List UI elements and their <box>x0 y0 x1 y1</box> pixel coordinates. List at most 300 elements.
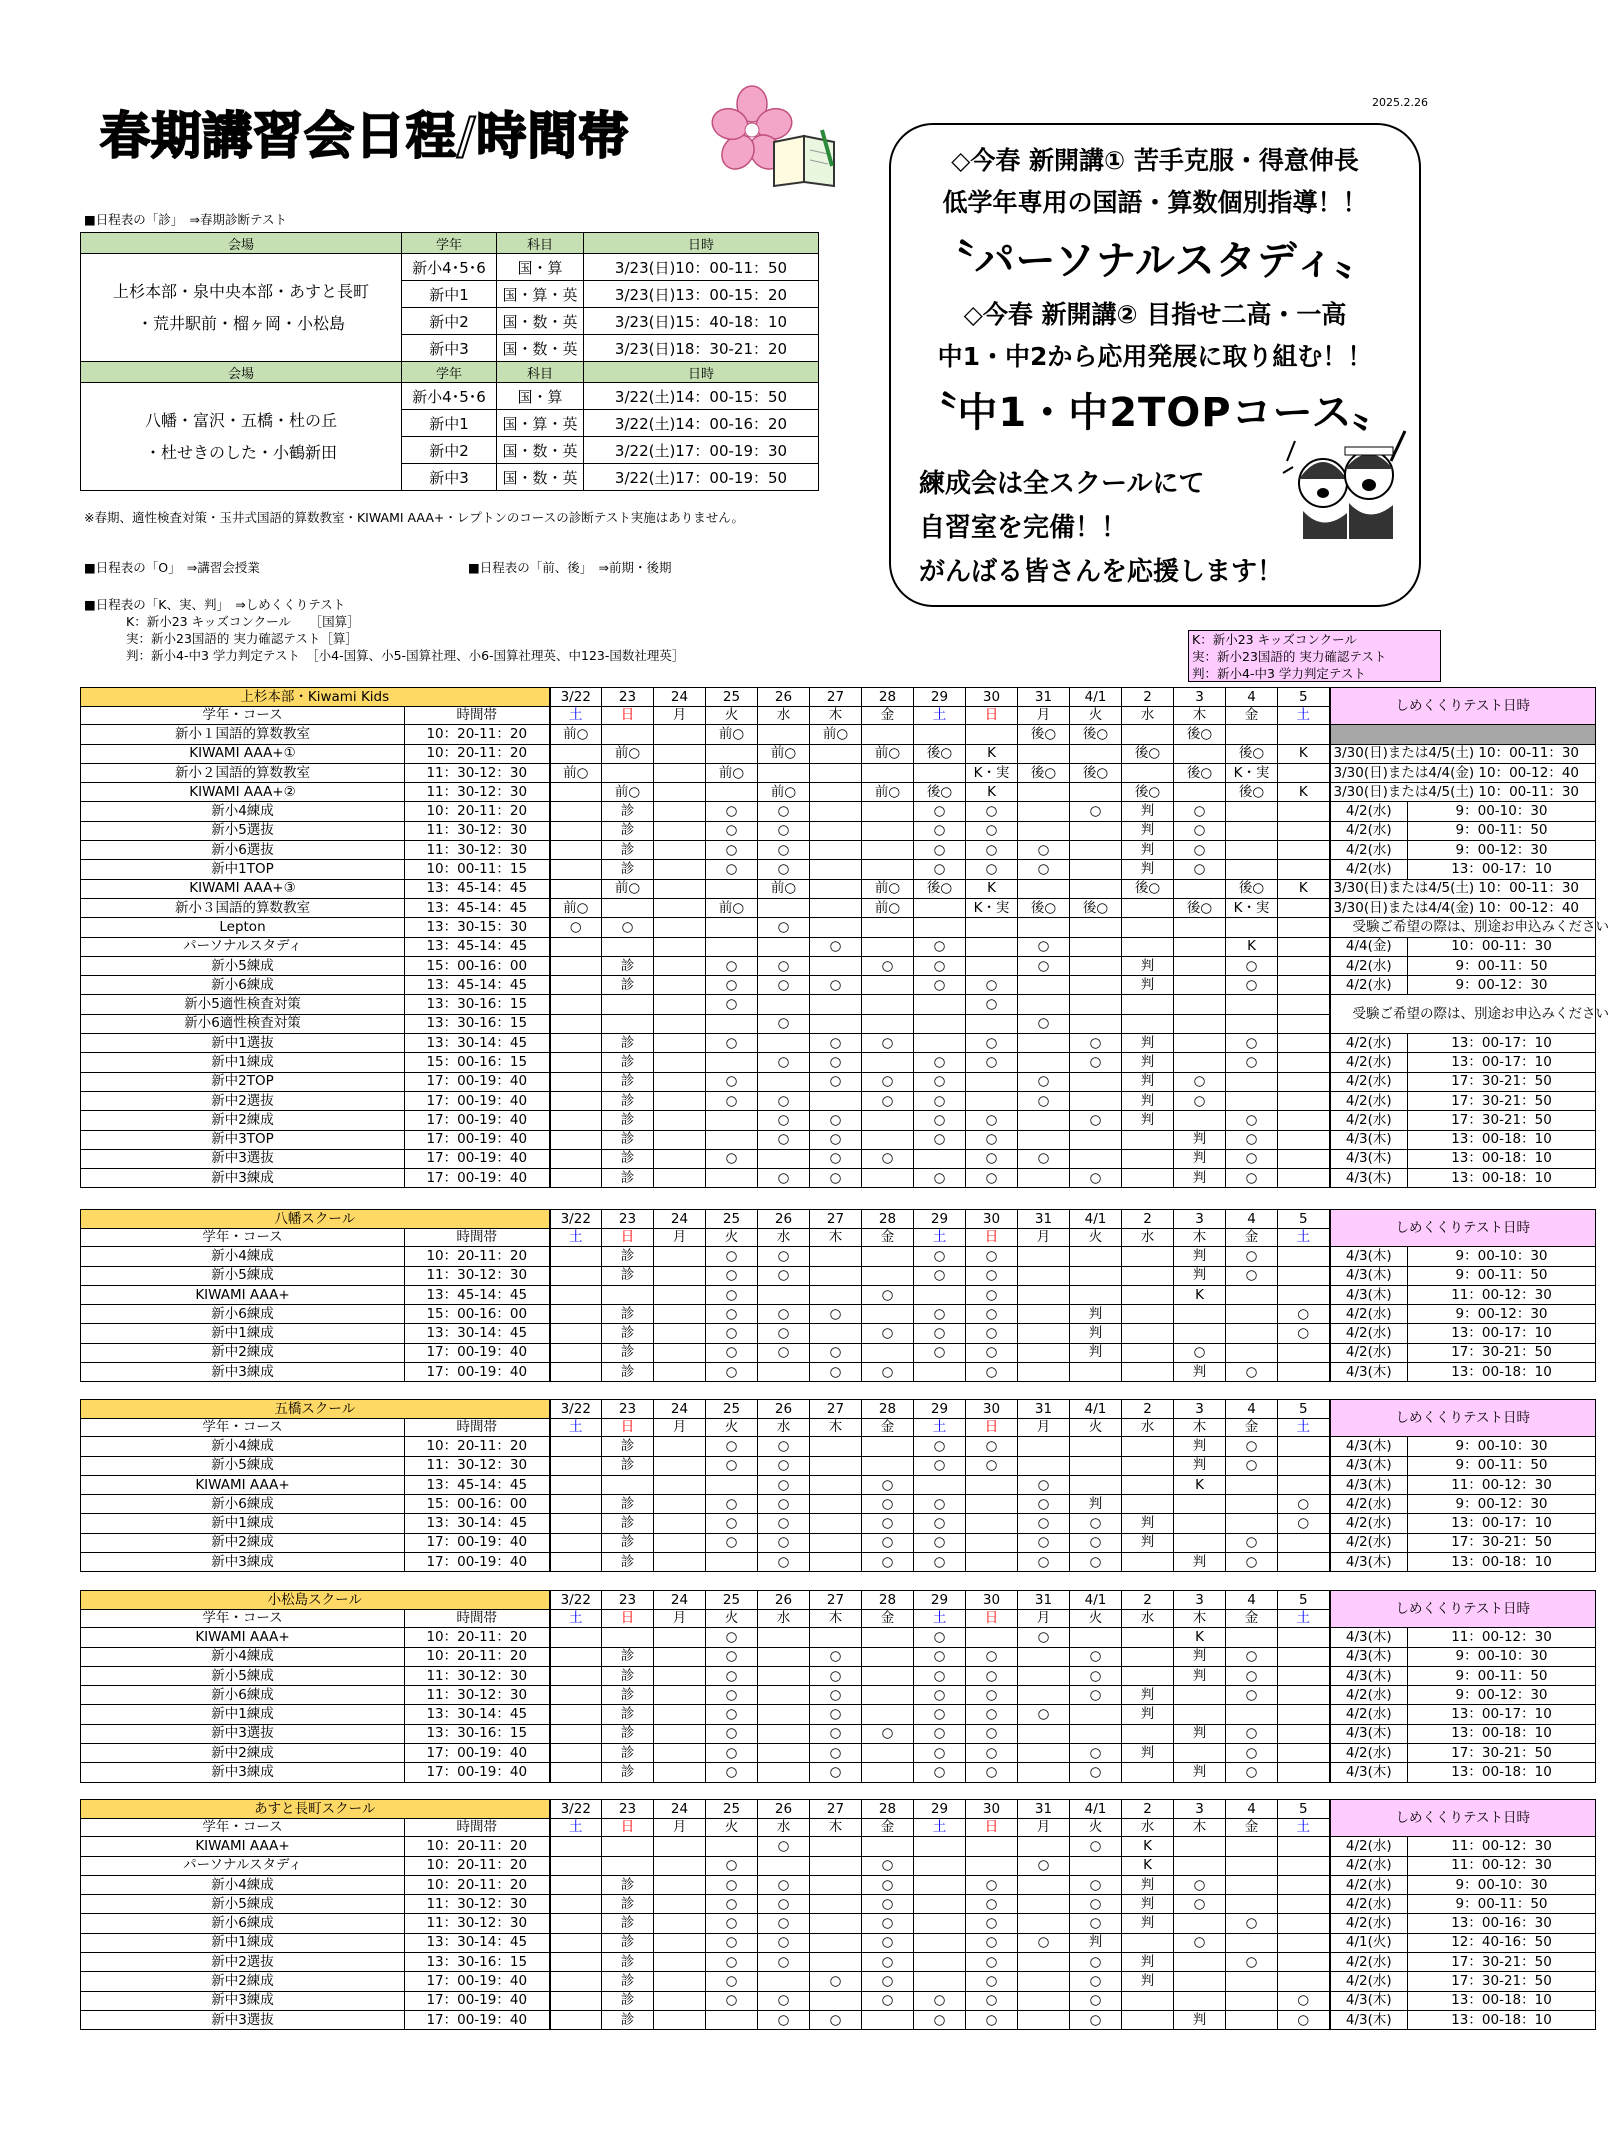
schedule-cell: ○ <box>1226 1034 1278 1053</box>
schedule-cell: ○ <box>1226 1363 1278 1382</box>
time-slot: 13：30-14：45 <box>405 1034 550 1053</box>
date-cell: 4 <box>1226 1400 1278 1419</box>
schedule-cell <box>654 1972 706 1991</box>
schedule-cell <box>1018 802 1070 821</box>
schedule-cell: 診 <box>602 1991 654 2010</box>
schedule-cell: ○ <box>914 1628 966 1647</box>
schedule-cell <box>862 841 914 860</box>
date-cell: 24 <box>654 1800 706 1819</box>
course-name: 新小4練成 <box>81 1247 405 1266</box>
schedule-cell: ○ <box>862 1875 914 1894</box>
schedule-cell: ○ <box>862 1285 914 1304</box>
schedule-cell <box>1278 1456 1330 1475</box>
schedule-row <box>81 879 1596 898</box>
schedule-cell: 診 <box>602 1972 654 1991</box>
schedule-cell: ○ <box>706 1514 758 1533</box>
test-time: 13：00-17：10 <box>1408 1053 1596 1072</box>
schedule-cell: ○ <box>914 1744 966 1763</box>
test-date-combined: 3/30(日)または4/5(土) 10：00-11：30 <box>1330 783 1596 802</box>
test-time: 11：00-12：30 <box>1408 1856 1596 1875</box>
schedule-cell <box>810 1875 862 1894</box>
diagnostic-cell: 3/23(日)13：00-15：20 <box>584 281 819 308</box>
schedule-cell: ○ <box>914 976 966 995</box>
schedule-cell <box>1278 1666 1330 1685</box>
schedule-cell: 判 <box>1122 1895 1174 1914</box>
schedule-cell: ○ <box>914 1456 966 1475</box>
schedule-cell <box>1174 1514 1226 1533</box>
schedule-cell <box>914 1149 966 1168</box>
schedule-cell <box>862 1628 914 1647</box>
schedule-cell: 後○ <box>1174 725 1226 744</box>
schedule-cell: K <box>1226 937 1278 956</box>
diagnostic-cell: 国・算・英 <box>497 281 584 308</box>
test-date: 4/2(水) <box>1330 1686 1408 1705</box>
schedule-cell <box>550 1343 602 1362</box>
schedule-cell: 診 <box>602 1553 654 1572</box>
schedule-cell: K <box>1174 1475 1226 1494</box>
test-time: 17：30-21：50 <box>1408 1744 1596 1763</box>
course-header: 学年・コース <box>81 1819 405 1837</box>
diagnostic-cell: 新中3 <box>402 335 497 362</box>
date-cell: 4/1 <box>1070 1210 1122 1229</box>
weekday-cell: 日 <box>602 707 654 725</box>
schedule-cell: 判 <box>1174 1647 1226 1666</box>
weekday-cell: 土 <box>1278 1229 1330 1247</box>
date-cell: 31 <box>1018 688 1070 707</box>
schedule-cell: ○ <box>758 2010 810 2029</box>
test-time: 9：00-11：50 <box>1408 821 1596 840</box>
weekday-cell: 木 <box>1174 1819 1226 1837</box>
schedule-cell: 判 <box>1070 1324 1122 1343</box>
schedule-cell <box>1174 1972 1226 1991</box>
schedule-cell <box>1018 783 1070 802</box>
schedule-cell <box>654 1837 706 1856</box>
time-slot: 13：30-14：45 <box>405 1514 550 1533</box>
schedule-cell <box>914 1837 966 1856</box>
schedule-cell <box>810 1553 862 1572</box>
test-date: 4/3(木) <box>1330 1647 1408 1666</box>
date-cell: 28 <box>862 1800 914 1819</box>
schedule-row <box>81 1363 1596 1382</box>
schedule-cell: ○ <box>1018 1628 1070 1647</box>
schedule-cell: ○ <box>1278 1991 1330 2010</box>
schedule-cell: ○ <box>810 1130 862 1149</box>
date-cell: 25 <box>706 688 758 707</box>
schedule-cell <box>550 1363 602 1382</box>
schedule-cell: 診 <box>602 1305 654 1324</box>
schedule-cell: ○ <box>1070 1744 1122 1763</box>
date-row <box>81 1400 1596 1419</box>
schedule-cell <box>550 1514 602 1533</box>
test-date: 4/3(木) <box>1330 1724 1408 1743</box>
schedule-cell <box>1174 976 1226 995</box>
schedule-cell <box>1174 956 1226 975</box>
schedule-cell: ○ <box>810 1343 862 1362</box>
schedule-row <box>81 1514 1596 1533</box>
course-name: 新小6適性検査対策 <box>81 1014 405 1033</box>
schedule-cell <box>862 1744 914 1763</box>
schedule-cell: 診 <box>602 1533 654 1552</box>
schedule-cell: ○ <box>758 1553 810 1572</box>
time-slot: 17：00-19：40 <box>405 2010 550 2029</box>
schedule-cell: ○ <box>706 995 758 1014</box>
schedule-row <box>81 1053 1596 1072</box>
time-slot: 13：30-16：15 <box>405 995 550 1014</box>
date-cell: 27 <box>810 1400 862 1419</box>
diagnostic-test-table <box>80 232 819 491</box>
weekday-cell: 水 <box>758 1819 810 1837</box>
schedule-cell <box>1018 1744 1070 1763</box>
schedule-cell <box>654 1305 706 1324</box>
schedule-cell <box>1278 1914 1330 1933</box>
test-time: 13：00-18：10 <box>1408 1130 1596 1149</box>
schedule-cell: ○ <box>706 956 758 975</box>
schedule-row <box>81 1705 1596 1724</box>
schedule-cell <box>862 1111 914 1130</box>
schedule-cell <box>550 1686 602 1705</box>
course-name: 新中1練成 <box>81 1514 405 1533</box>
schedule-cell: 判 <box>1122 1972 1174 1991</box>
schedule-cell <box>654 1553 706 1572</box>
course-name: 新小３国語的算数教室 <box>81 898 405 917</box>
schedule-cell <box>862 1705 914 1724</box>
schedule-row <box>81 898 1596 917</box>
schedule-cell: 診 <box>602 1744 654 1763</box>
schedule-cell <box>654 744 706 763</box>
schedule-cell: ○ <box>758 1014 810 1033</box>
weekday-cell: 火 <box>706 1610 758 1628</box>
schedule-cell: ○ <box>914 1437 966 1456</box>
schedule-cell <box>758 763 810 782</box>
schedule-cell: ○ <box>1070 1111 1122 1130</box>
schedule-cell <box>1070 1724 1122 1743</box>
schedule-cell <box>758 1972 810 1991</box>
schedule-cell: 判 <box>1122 1072 1174 1091</box>
page-title: 春期講習会日程/時間帯 <box>100 107 630 165</box>
schedule-cell: 前○ <box>862 898 914 917</box>
schedule-cell <box>550 1972 602 1991</box>
schedule-cell: ○ <box>862 1724 914 1743</box>
schedule-cell <box>810 1628 862 1647</box>
test-date: 4/2(水) <box>1330 1495 1408 1514</box>
schedule-cell: ○ <box>810 1686 862 1705</box>
schedule-cell: ○ <box>914 1091 966 1110</box>
school-schedule-table <box>80 1209 1596 1382</box>
schedule-cell: ○ <box>966 841 1018 860</box>
schedule-row <box>81 1034 1596 1053</box>
schedule-cell <box>550 1875 602 1894</box>
schedule-row <box>81 763 1596 782</box>
test-time: 9：00-12：30 <box>1408 1305 1596 1324</box>
weekday-cell: 土 <box>914 707 966 725</box>
schedule-cell <box>862 1763 914 1782</box>
test-time: 17：30-21：50 <box>1408 1072 1596 1091</box>
schedule-cell: 診 <box>602 1514 654 1533</box>
test-time: 11：00-12：30 <box>1408 1837 1596 1856</box>
test-date: 4/2(水) <box>1330 1091 1408 1110</box>
test-date-header: しめくくりテスト日時 <box>1330 1210 1596 1247</box>
schedule-cell: ○ <box>810 1724 862 1743</box>
weekday-cell: 土 <box>550 1419 602 1437</box>
test-time: 9：00-11：50 <box>1408 956 1596 975</box>
schedule-cell: ○ <box>966 1953 1018 1972</box>
schedule-cell <box>706 918 758 937</box>
schedule-cell <box>706 1014 758 1033</box>
schedule-cell <box>810 1266 862 1285</box>
promo-line-8: 自習室を完備！！ <box>919 513 1128 543</box>
schedule-cell <box>1174 1111 1226 1130</box>
schedule-cell <box>1226 1991 1278 2010</box>
schedule-cell: 判 <box>1174 1169 1226 1188</box>
schedule-cell: ○ <box>758 860 810 879</box>
schedule-cell: ○ <box>758 821 810 840</box>
schedule-cell: ○ <box>706 821 758 840</box>
schedule-cell <box>1278 1285 1330 1304</box>
test-date: 4/2(水) <box>1330 1514 1408 1533</box>
schedule-cell: ○ <box>862 1091 914 1110</box>
schedule-cell <box>1278 1091 1330 1110</box>
course-name: 新小２国語的算数教室 <box>81 763 405 782</box>
schedule-row <box>81 1933 1596 1952</box>
schedule-cell <box>550 1914 602 1933</box>
schedule-cell: ○ <box>966 1324 1018 1343</box>
date-cell: 2 <box>1122 688 1174 707</box>
diagnostic-header-row <box>81 362 819 383</box>
time-slot: 17：00-19：40 <box>405 1072 550 1091</box>
note-ji: 実：新小23国語的 実力確認テスト［算］ <box>126 631 358 646</box>
date-cell: 29 <box>914 688 966 707</box>
schedule-cell: ○ <box>810 1647 862 1666</box>
schedule-cell <box>654 763 706 782</box>
schedule-cell <box>550 1724 602 1743</box>
course-name: KIWAMI AAA+③ <box>81 879 405 898</box>
schedule-cell <box>550 1130 602 1149</box>
schedule-cell <box>1226 1856 1278 1875</box>
schedule-cell: K <box>1122 1856 1174 1875</box>
schedule-cell: ○ <box>966 1744 1018 1763</box>
course-name: 新小4練成 <box>81 802 405 821</box>
weekday-cell: 月 <box>654 1610 706 1628</box>
schedule-cell <box>550 1553 602 1572</box>
date-cell: 24 <box>654 1210 706 1229</box>
schedule-cell <box>1226 1305 1278 1324</box>
time-slot: 10：20-11：20 <box>405 1875 550 1894</box>
date-cell: 29 <box>914 1591 966 1610</box>
schedule-cell <box>1070 1266 1122 1285</box>
schedule-cell: 診 <box>602 1437 654 1456</box>
weekday-cell: 金 <box>1226 1419 1278 1437</box>
schedule-cell: ○ <box>706 1895 758 1914</box>
schedule-cell <box>1174 1744 1226 1763</box>
test-date-header: しめくくりテスト日時 <box>1330 1591 1596 1628</box>
test-date: 4/2(水) <box>1330 976 1408 995</box>
schedule-cell: 後○ <box>914 783 966 802</box>
schedule-cell <box>810 783 862 802</box>
schedule-cell: ○ <box>1070 1837 1122 1856</box>
schedule-cell <box>1070 783 1122 802</box>
course-name: 新小１国語的算数教室 <box>81 725 405 744</box>
schedule-cell <box>810 1933 862 1952</box>
schedule-cell <box>1018 1914 1070 1933</box>
schedule-cell: 後○ <box>1174 763 1226 782</box>
schedule-cell: 診 <box>602 1034 654 1053</box>
schedule-cell <box>1174 1686 1226 1705</box>
schedule-cell: ○ <box>758 1456 810 1475</box>
time-header: 時間帯 <box>405 1419 550 1437</box>
schedule-cell <box>1122 1724 1174 1743</box>
schedule-cell: ○ <box>966 1705 1018 1724</box>
schedule-cell <box>1278 1647 1330 1666</box>
schedule-cell <box>862 1266 914 1285</box>
schedule-row <box>81 937 1596 956</box>
diagnostic-cell: 3/22(土)14：00-15：50 <box>584 383 819 410</box>
schedule-row <box>81 995 1596 1014</box>
schedule-cell <box>1122 725 1174 744</box>
schedule-cell: ○ <box>966 1053 1018 1072</box>
schedule-cell <box>1226 1895 1278 1914</box>
date-cell: 5 <box>1278 1800 1330 1819</box>
schedule-row <box>81 956 1596 975</box>
schedule-cell <box>654 995 706 1014</box>
schedule-cell <box>862 2010 914 2029</box>
time-slot: 10：20-11：20 <box>405 744 550 763</box>
schedule-cell <box>1278 1111 1330 1130</box>
weekday-cell: 水 <box>1122 1610 1174 1628</box>
schedule-cell: ○ <box>706 976 758 995</box>
schedule-cell: 後○ <box>1018 763 1070 782</box>
date-cell: 4/1 <box>1070 1591 1122 1610</box>
date-cell: 5 <box>1278 1591 1330 1610</box>
schedule-cell <box>1174 1053 1226 1072</box>
test-time: 13：00-18：10 <box>1408 1553 1596 1572</box>
schedule-row <box>81 1266 1596 1285</box>
diagnostic-venue-line: 八幡・富沢・五橋・杜の丘 <box>144 410 337 430</box>
schedule-cell <box>550 1305 602 1324</box>
schedule-cell: ○ <box>862 1149 914 1168</box>
date-cell: 29 <box>914 1800 966 1819</box>
schedule-cell: ○ <box>1018 1495 1070 1514</box>
weekday-cell: 火 <box>706 1819 758 1837</box>
schedule-cell: ○ <box>914 1705 966 1724</box>
schedule-row <box>81 783 1596 802</box>
schedule-row <box>81 1914 1596 1933</box>
schedule-cell <box>1070 1705 1122 1724</box>
date-cell: 23 <box>602 1210 654 1229</box>
test-date: 4/2(水) <box>1330 1343 1408 1362</box>
schedule-cell <box>1278 860 1330 879</box>
schedule-cell: 後○ <box>1070 898 1122 917</box>
test-date: 4/3(木) <box>1330 1628 1408 1647</box>
diagnostic-venue-line: ・杜せきのした・小鶴新田 <box>144 442 337 462</box>
schedule-cell <box>1122 1763 1174 1782</box>
test-date: 4/3(木) <box>1330 1247 1408 1266</box>
schedule-cell <box>602 1837 654 1856</box>
schedule-cell <box>1174 918 1226 937</box>
schedule-cell <box>654 1875 706 1894</box>
schedule-cell: 後○ <box>1122 879 1174 898</box>
schedule-cell: 判 <box>1122 841 1174 860</box>
schedule-cell <box>1018 1324 1070 1343</box>
schedule-cell: ○ <box>758 976 810 995</box>
schedule-cell <box>1278 976 1330 995</box>
schedule-cell <box>654 1895 706 1914</box>
schedule-cell: K <box>1278 744 1330 763</box>
schedule-cell: K <box>966 879 1018 898</box>
schedule-cell <box>862 976 914 995</box>
schedule-row <box>81 1744 1596 1763</box>
course-name: 新中1練成 <box>81 1324 405 1343</box>
schedule-cell: 診 <box>602 1495 654 1514</box>
schedule-cell: ○ <box>966 1169 1018 1188</box>
schedule-cell: ○ <box>862 1953 914 1972</box>
schedule-row <box>81 725 1596 744</box>
schedule-cell: 判 <box>1174 1553 1226 1572</box>
weekday-cell: 木 <box>1174 1610 1226 1628</box>
schedule-cell: ○ <box>706 1933 758 1952</box>
schedule-cell <box>1278 725 1330 744</box>
time-slot: 13：45-14：45 <box>405 898 550 917</box>
schedule-cell: ○ <box>758 802 810 821</box>
test-date: 4/3(木) <box>1330 1666 1408 1685</box>
schedule-cell: 診 <box>602 1130 654 1149</box>
weekday-cell: 木 <box>810 1419 862 1437</box>
date-cell: 2 <box>1122 1210 1174 1229</box>
schedule-cell <box>706 2010 758 2029</box>
test-time: 9：00-11：50 <box>1408 1895 1596 1914</box>
schedule-cell <box>914 1034 966 1053</box>
course-name: 新中2練成 <box>81 1343 405 1362</box>
schedule-cell <box>966 1475 1018 1494</box>
schedule-cell <box>1174 1953 1226 1972</box>
schedule-cell: 判 <box>1174 1266 1226 1285</box>
schedule-cell <box>1278 1053 1330 1072</box>
test-date: 4/2(水) <box>1330 1111 1408 1130</box>
schedule-cell <box>862 1666 914 1685</box>
date-cell: 23 <box>602 1800 654 1819</box>
schedule-cell: ○ <box>914 1343 966 1362</box>
test-date: 4/2(水) <box>1330 1533 1408 1552</box>
schedule-row <box>81 1324 1596 1343</box>
schedule-cell <box>914 725 966 744</box>
schedule-cell <box>758 1666 810 1685</box>
weekday-cell: 金 <box>1226 707 1278 725</box>
schedule-cell <box>758 1856 810 1875</box>
schedule-cell <box>1226 1495 1278 1514</box>
schedule-cell: ○ <box>706 802 758 821</box>
schedule-cell: ○ <box>810 1763 862 1782</box>
weekday-cell: 日 <box>966 707 1018 725</box>
schedule-cell <box>654 1495 706 1514</box>
schedule-cell <box>1278 1972 1330 1991</box>
schedule-cell <box>810 1285 862 1304</box>
test-date: 4/2(水) <box>1330 841 1408 860</box>
schedule-cell <box>1018 1875 1070 1894</box>
time-slot: 15：00-16：15 <box>405 1053 550 1072</box>
schedule-cell: ○ <box>1226 1437 1278 1456</box>
test-date: 4/1(火) <box>1330 1933 1408 1952</box>
test-date: 4/3(木) <box>1330 1456 1408 1475</box>
diagnostic-header-cell: 科目 <box>497 362 584 383</box>
date-cell: 3 <box>1174 688 1226 707</box>
schedule-cell: ○ <box>1070 1686 1122 1705</box>
schedule-row <box>81 1763 1596 1782</box>
schedule-cell <box>862 1686 914 1705</box>
schedule-cell <box>914 763 966 782</box>
schedule-cell: 判 <box>1122 1053 1174 1072</box>
schedule-cell <box>1278 1475 1330 1494</box>
schedule-cell <box>1018 1247 1070 1266</box>
weekday-cell: 月 <box>1018 1419 1070 1437</box>
